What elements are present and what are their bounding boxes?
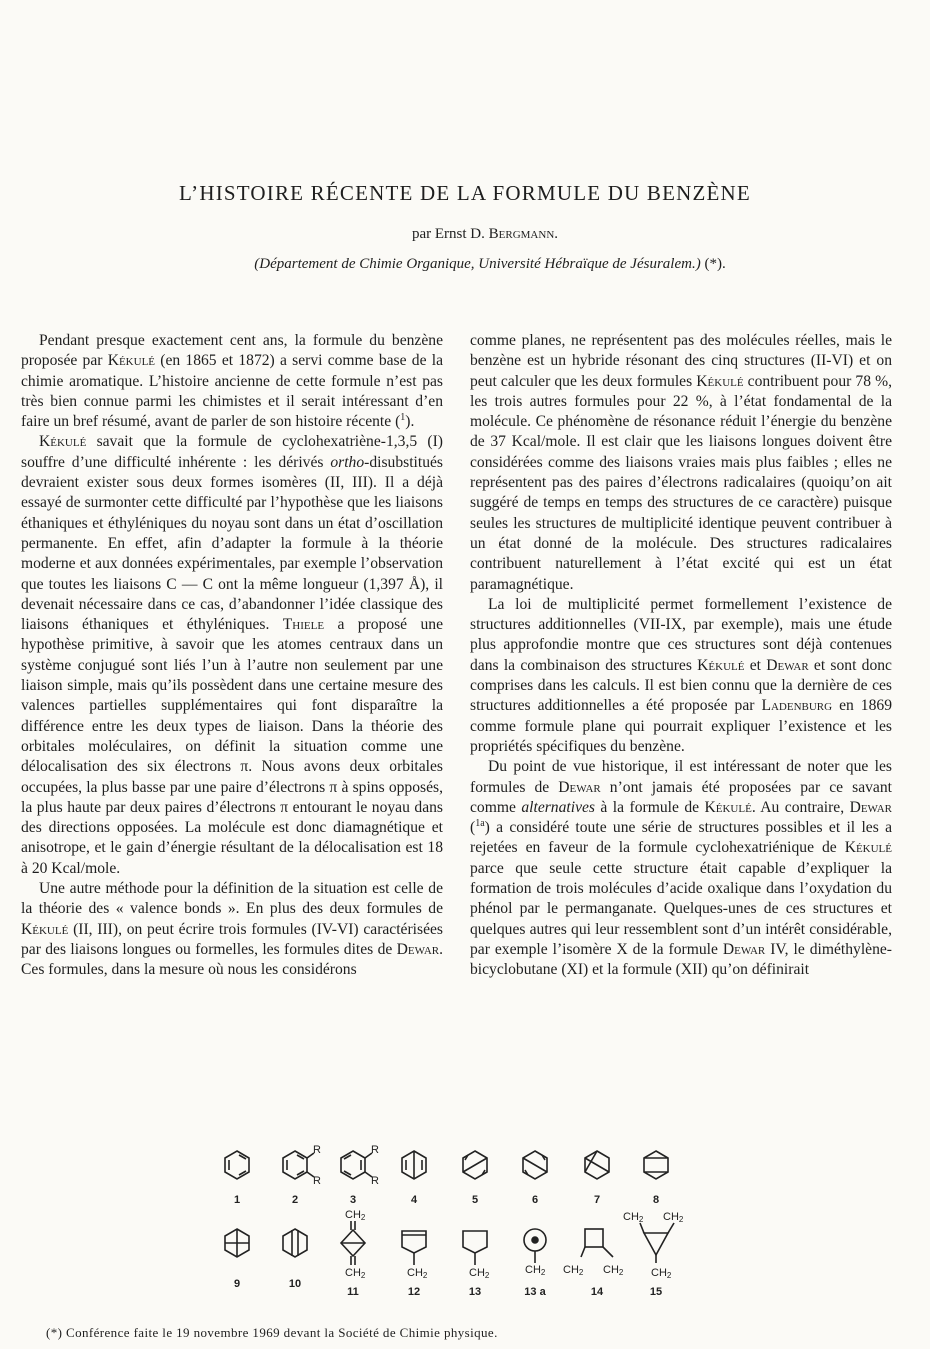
structure-5 [463, 1151, 487, 1179]
author-name: Ladenburg [761, 697, 833, 715]
structure-13 [463, 1231, 487, 1265]
structure-figure [205, 1144, 684, 1307]
affiliation-text: (Département de Chimie Organique, Université Hébraïque de Jésuralem.) [254, 256, 701, 272]
author-name: Kékulé [21, 920, 69, 938]
structure-9 [225, 1229, 249, 1257]
author-surname: Bergmann. [488, 226, 559, 242]
paragraph [21, 432, 443, 879]
author-name: Thiele [282, 616, 325, 634]
text-run: savait que la formule de cyclohexatriène-1,3,5 (I) souffre d’une difficulté inhérente : les dérivés [21, 433, 443, 471]
footnote: (*) Conférence faite le 19 novembre 1969 devant la Société de Chimie physique. [46, 1325, 498, 1340]
substituent-label: R [313, 1144, 321, 1156]
text-run: ( [470, 819, 476, 837]
structure-1 [225, 1151, 249, 1179]
author-name: Kékulé [697, 656, 745, 674]
article-title: L’HISTOIRE RÉCENTE DE LA FORMULE DU BENZÈNE [179, 181, 751, 205]
text-run: Une autre méthode pour la définition de la situation est celle de la théorie des « valence bonds ». En plus des deux formules de [21, 880, 443, 918]
paragraph [470, 595, 892, 757]
ch2-label: CH2 [623, 1211, 644, 1224]
structure-number: 9 [233, 1278, 241, 1290]
author-name: Kékulé [696, 372, 744, 390]
text-run: -disubstitués devraient exister sous deux formes isomères (II, III). Il a déjà essayé de surmonter cette difficulté par l’hypothèse que les liaisons éthaniques et éthyléniques du noyau sont dans un état d’oscillation permanente. En effet, afin d’adapter la formule à la théorie moderne et aux données expérimentales, par exemple l’observation que toutes les liaisons C — C ont la même longueur (1,397 Å), il devenait nécessaire dans ce cas, d’abandonner l’idée classique des liaisons éthaniques et éthyléniques. [21, 453, 443, 634]
author-name: Kékulé [844, 839, 892, 857]
text-run: La loi de multiplicité permet formellement l’existence de structures additionnelles (VII-IX, par exemple), mais une étude plus approfondie montre que ces structures sont déjà contenues dans la combinaison des structures [470, 595, 892, 674]
structure-number: 4 [410, 1194, 418, 1206]
author-name: Kékulé [704, 798, 752, 816]
structure-number: 13 a [524, 1286, 546, 1298]
paragraph [470, 757, 892, 980]
structure-4 [402, 1151, 426, 1179]
text-run: Ces formules, dans la mesure où nous les considérons [21, 961, 357, 979]
author-name: Dewar [766, 656, 809, 674]
text-run: comme planes, ne représentent pas des molécules réelles, mais le benzène est un hybride résonant des cinq structures (II-VI) et on peut calculer que les deux formules [470, 332, 892, 390]
structure-number: 14 [590, 1286, 604, 1298]
text-run: à la formule de [594, 798, 705, 816]
structure-7 [585, 1151, 609, 1179]
structure-number: 7 [593, 1194, 601, 1206]
text-run: a proposé une hypothèse primitive, à savoir que les atomes centraux dans un système conjugué sont liés l’un à l’autre non seulement par une liaison simple, mais qu’ils possèdent dans une certaine mesure des valences partielles supplémentaires qui font disparaître la différence entre les deux types de liaison. Dans la théorie des orbitales moléculaires, on définit la situation comme une délocalisation des six électrons π. Nous avons deux orbitales occupées, la plus basse par une paire d’électrons π à spins opposés, la plus haute par deux paires d’électrons π entourant le noyau dans des directions opposées. La molécule est donc diamagnétique et anisotrope, et le gain d’énergie résultant de la délocalisation est 18 à 20 Kcal/mole. [21, 616, 443, 877]
paragraph [470, 331, 892, 595]
affiliation [0, 256, 930, 273]
structure-number: 3 [349, 1194, 357, 1206]
author-name: Dewar. [396, 940, 443, 958]
structure-number: 11 [347, 1286, 359, 1298]
paragraph [21, 331, 443, 432]
structure-15 [640, 1223, 674, 1263]
text-run: n’ont jamais été proposées par ce savant comme [470, 778, 892, 816]
ch2-label: CH2 [345, 1209, 366, 1222]
structure-number: 12 [407, 1286, 421, 1298]
text-run: ortho [330, 453, 365, 471]
structure-13a [524, 1229, 546, 1263]
author-name: Dewar [849, 798, 893, 816]
text-run: IV, le diméthylène-bicyclobutane (XI) et la formule (XII) qu’on définirait [470, 940, 892, 979]
structure-number: 13 [468, 1286, 482, 1298]
text-run: (en 1865 et 1872) a servi comme base de la chimie aromatique. L’histoire ancienne de cette formule n’est pas très bien connue parmi les chimistes et il serait intéressant d’en faire un bref résumé, avant de parler de son histoire récente ( [21, 352, 444, 431]
reference-mark: 1 [400, 412, 406, 423]
paragraph [21, 879, 443, 980]
text-run: alternatives [521, 798, 595, 816]
text-run: ) a considéré toute une série de structures possibles et il les a rejetées en faveur de la formule cyclohexatriénique de [470, 819, 892, 857]
structure-number: 8 [652, 1194, 660, 1206]
structure-number: 1 [233, 1194, 241, 1206]
structure-6 [523, 1151, 547, 1179]
structure-11 [341, 1221, 365, 1265]
ch2-label: CH2 [407, 1267, 428, 1280]
affiliation-footnote-mark: (*). [700, 256, 726, 272]
text-run: ). [405, 413, 415, 431]
right-column [470, 331, 892, 981]
text-run: Du point de vue historique, il est intéressant de noter que les formules de [470, 758, 892, 796]
structure-3 [341, 1151, 372, 1179]
text-run: et sont donc comprises dans les calculs. Il est bien connu que la dernière de ces structures additionnelles a été proposée par [470, 656, 892, 715]
author-name: Kékulé [107, 352, 156, 370]
author-name: Dewar [558, 778, 601, 796]
text-run: et [744, 656, 767, 674]
text-run: contribuent pour 78 %, les trois autres formules pour 22 %, à l’état fondamental de la molécule. Ce phénomène de résonance réduit l’énergie du benzène de 37 Kcal/mole. Il est clair que les liaisons longues doivent être considérées comme des liaisons vraies mais plus faibles ; elles ne représentent pas des paires d’électrons radicalaires (quoiqu’on ait suggéré de temps en temps des structures de ce caractère) puisque seules les structures de multiplicité identique peuvent contribuer à un état donné de la molécule. Des structures radicalaires contribuent naturellement à l’état excité qui est un état paramagnétique. [470, 372, 892, 593]
text-run: . Au contraire, [751, 798, 850, 816]
structure-12 [402, 1231, 426, 1265]
text-run: en 1869 comme formule plane qui pourrait expliquer l’existence et les propriétés spécifiques du benzène. [470, 697, 892, 755]
ch2-label: CH2 [663, 1211, 684, 1224]
ch2-label: CH2 [525, 1264, 546, 1277]
structure-number: 5 [471, 1194, 479, 1206]
author-name: Dewar [722, 940, 766, 958]
structure-number: 2 [291, 1194, 299, 1206]
ch2-label: CH2 [345, 1267, 366, 1280]
text-run: parce que seule cette structure était capable d’expliquer la formation de trois molécules d’acide oxalique dans l’oxydation du phénol par le permanganate. Quelques-unes de ces structures et quelques autres qui leur ressemblent sont d’un intérêt considérable, par exemple l’isomère X de la formule [470, 859, 892, 958]
reference-mark: 1a [475, 817, 485, 829]
text-run: (II, III), on peut écrire trois formules (IV-VI) caractérisées par des liaisons longues ou formelles, les formules dites de [21, 920, 443, 958]
author-name: Kékulé [39, 433, 87, 451]
structure-number: 6 [531, 1194, 539, 1206]
ch2-label: CH2 [603, 1264, 624, 1277]
substituent-label: R [371, 1144, 379, 1156]
structure-10 [283, 1229, 307, 1257]
substituent-label: R [371, 1175, 379, 1187]
structure-2 [283, 1151, 314, 1179]
substituent-label: R [313, 1175, 321, 1187]
byline [0, 226, 930, 243]
text-run: Pendant presque exactement cent ans, la formule du benzène proposée par [21, 332, 443, 370]
byline-prefix: par Ernst D. [411, 226, 489, 242]
structures-svg [205, 1144, 684, 1307]
structure-8 [644, 1151, 668, 1179]
ch2-label: CH2 [563, 1264, 584, 1277]
structure-number: 10 [288, 1278, 302, 1290]
left-column [21, 331, 443, 981]
ch2-label: CH2 [651, 1267, 672, 1280]
structure-14 [581, 1229, 613, 1257]
ch2-label: CH2 [469, 1267, 490, 1280]
structure-number: 15 [649, 1286, 663, 1298]
